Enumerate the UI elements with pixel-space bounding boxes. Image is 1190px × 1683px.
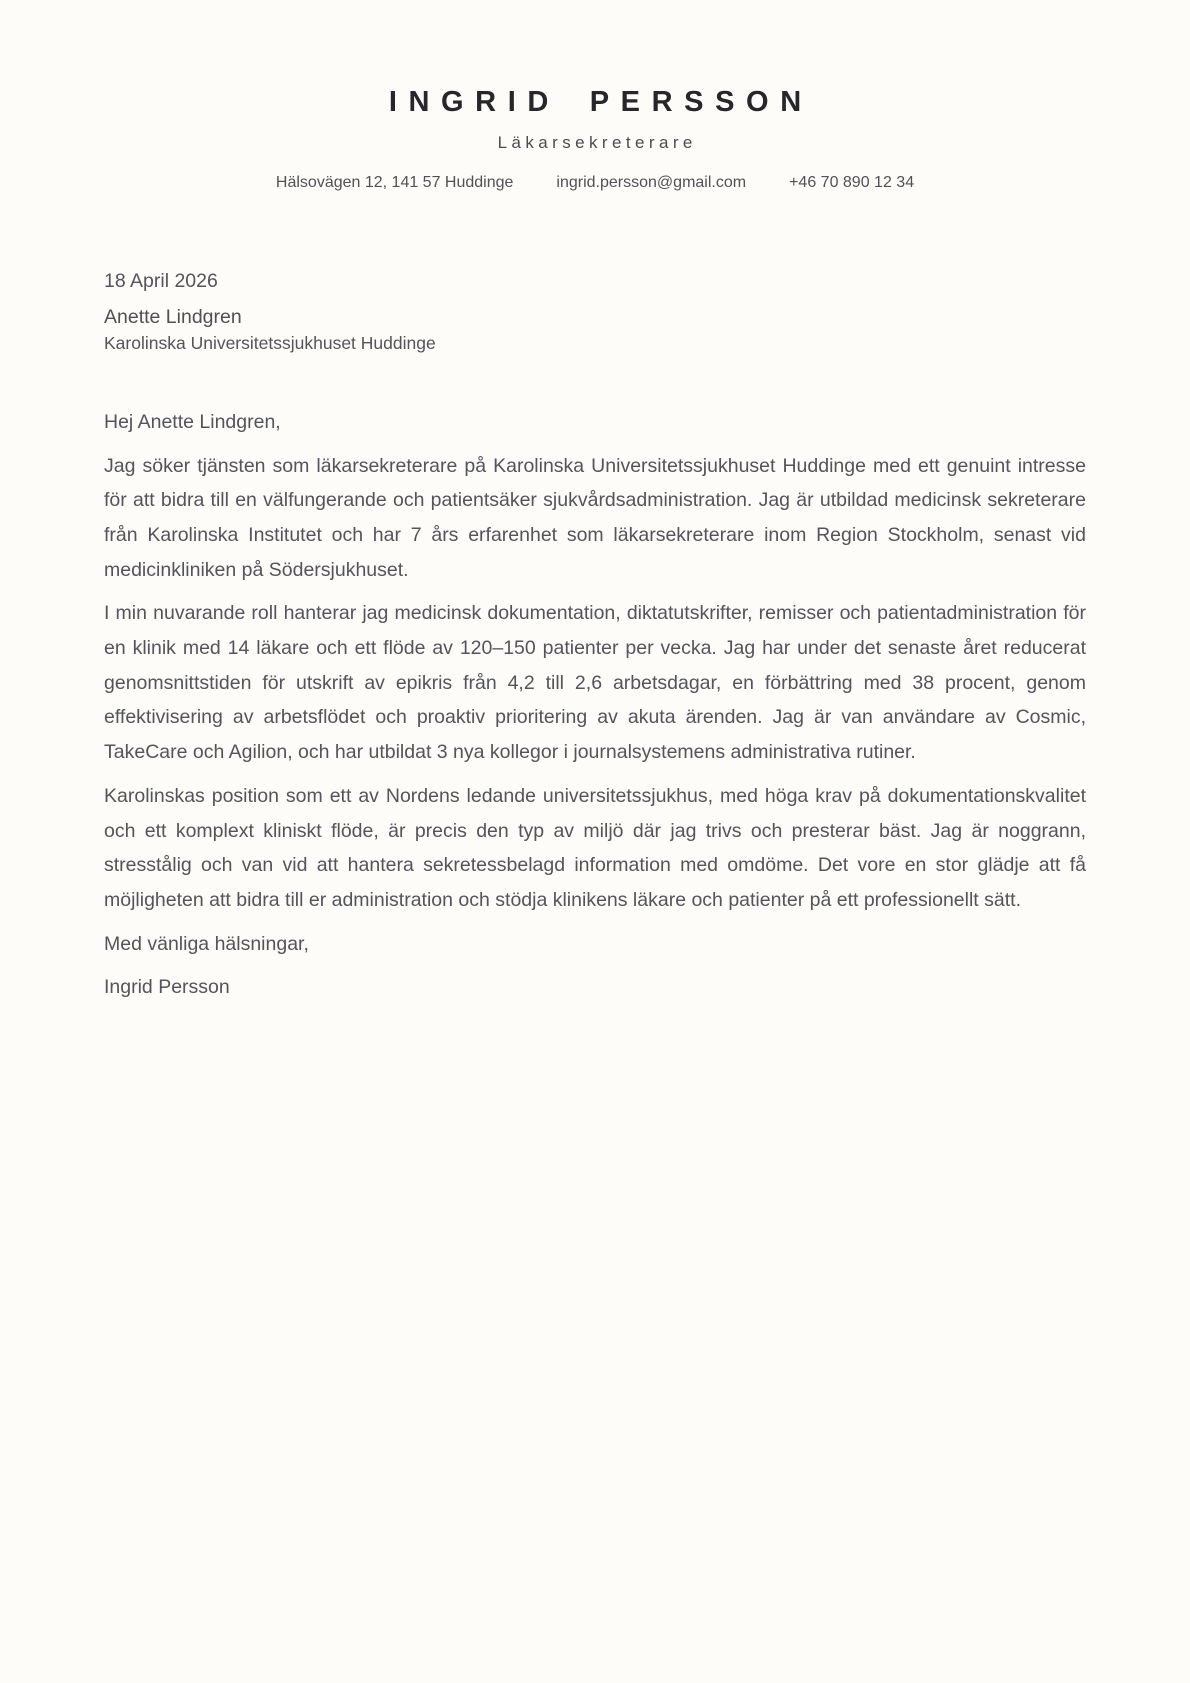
sender-name: INGRID PERSSON <box>388 86 813 118</box>
contact-info-row <box>104 174 1086 192</box>
sender-job-title: Läkarsekreterare <box>497 133 697 152</box>
greeting-line: Hej Anette Lindgren, <box>104 410 281 433</box>
contact-email: ingrid.persson@gmail.com <box>556 174 747 191</box>
letter-body <box>104 264 1086 1005</box>
recipient-organization: Karolinska Universitetssjukhuset Huddinge <box>104 333 436 354</box>
body-paragraph-1: Jag söker tjänsten som läkarsekreterare på Karolinska Universitetssjukhuset Huddinge med ett genuint intresse för att bidra till en välfungerande och patientsäker sjukvårdsadministration. Jag är utbildad medicinsk sekreterare från Karolinska Institutet och har 7 års erfarenhet som läkarsekreterare inom Region Stockholm, senast vid medicinkliniken på Södersjukhuset. <box>104 454 1086 581</box>
signature-name: Ingrid Persson <box>104 976 230 999</box>
body-paragraph-2: I min nuvarande roll hanterar jag medicinsk dokumentation, diktatutskrifter, remisser och patientadministration för en klinik med 14 läkare och ett flöde av 120–150 patienter per vecka. Jag har under det senaste året reducerat genomsnittstiden för utskrift av epikris från 4,2 till 2,6 arbetsdagar, en förbättring med 38 procent, genom effektivisering av arbetsflödet och proaktiv prioritering av akuta ärenden. Jag är van användare av Cosmic, TakeCare och Agilion, och har utbildat 3 nya kollegor i journalsystemens administrativa rutiner. <box>104 602 1086 764</box>
closing-line: Med vänliga hälsningar, <box>104 932 309 955</box>
contact-address: Hälsovägen 12, 141 57 Huddinge <box>275 174 514 191</box>
contact-phone: +46 70 890 12 34 <box>789 174 915 191</box>
letter-header <box>104 86 1086 192</box>
letter-date: 18 April 2026 <box>104 270 218 292</box>
recipient-block <box>104 305 1086 355</box>
body-paragraph-3: Karolinskas position som ett av Nordens ledande universitetssjukhus, med höga krav på dokumentationskvalitet och ett komplext kliniskt flöde, är precis den typ av miljö där jag trivs och presterar bäst. Jag är noggrann, stresstålig och van vid att hantera sekretessbelagd information med omdöme. Det vore en stor glädje att få möjligheten att bidra till er administration och stödja klinikens läkare och patienter på ett professionellt sätt. <box>104 784 1086 911</box>
recipient-name: Anette Lindgren <box>104 305 242 328</box>
